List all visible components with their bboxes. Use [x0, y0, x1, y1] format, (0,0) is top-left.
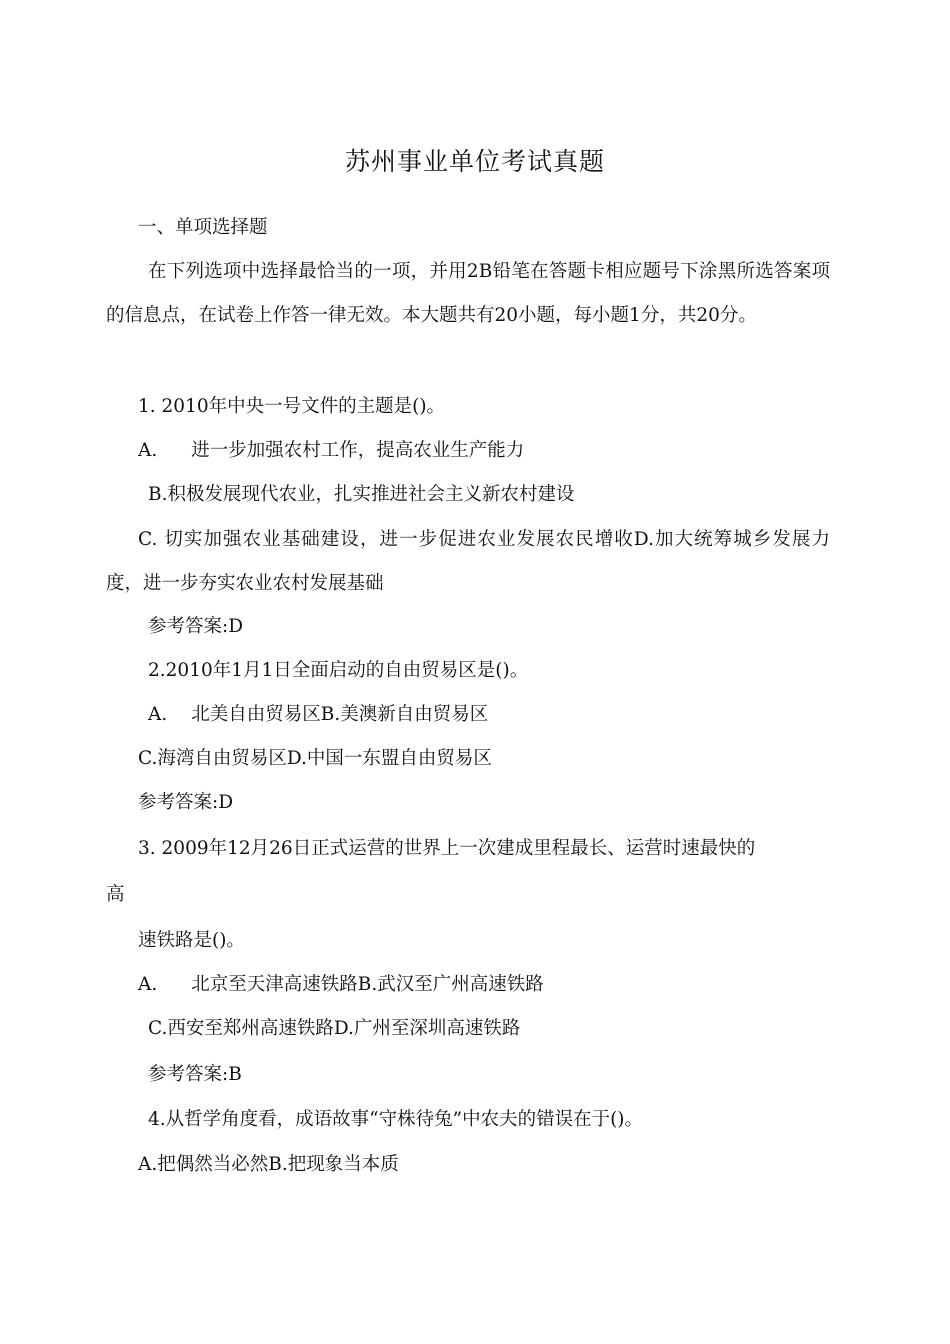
question-3-stem-line-2: 高	[106, 884, 125, 905]
question-3-stem-line-1: 3. 2009年12月26日正式运营的世界上一次建成里程最长、运营时速最快的	[138, 838, 756, 859]
question-2-option-ab	[148, 700, 488, 730]
question-1-option-cd: C. 切实加强农业基础建设，进一步促进农业发展农民增收D.加大统筹城乡发展力度，进一步夯实农业农村发展基础	[106, 529, 830, 594]
question-1-option-b: B.积极发展现代农业，扎实推进社会主义新农村建设	[148, 484, 575, 505]
question-2-option-cd: C.海湾自由贸易区D.中国一东盟自由贸易区	[138, 748, 492, 769]
option-label: A.	[138, 440, 158, 461]
question-4-stem: 4.从哲学角度看，成语故事“守株待兔”中农夫的错误在于()。	[148, 1109, 644, 1130]
page-title: 苏州事业单位考试真题	[344, 147, 605, 176]
question-4-option-ab: A.把偶然当必然B.把现象当本质	[138, 1154, 399, 1175]
option-label: A.	[148, 704, 168, 725]
option-text: 北京至天津高速铁路B.武汉至广州高速铁路	[191, 974, 544, 995]
question-1-answer: 参考答案:D	[148, 616, 244, 637]
question-2-stem: 2.2010年1月1日全面启动的自由贸易区是()。	[148, 660, 529, 681]
question-1-option-a	[138, 436, 524, 466]
question-3-option-ab	[138, 970, 544, 1000]
question-2-answer: 参考答案:D	[138, 792, 234, 813]
question-3-option-cd: C.西安至郑州高速铁路D.广州至深圳高速铁路	[148, 1018, 521, 1039]
option-label: A.	[138, 974, 158, 995]
question-3-stem-line-3: 速铁路是()。	[138, 930, 245, 951]
instructions-paragraph: 在下列选项中选择最恰当的一项，并用2B铅笔在答题卡相应题号下涂黑所选答案项的信息点，在试卷上作答一律无效。本大题共有20小题，每小题1分，共20分。	[106, 261, 830, 326]
section-heading: 一、单项选择题	[138, 217, 268, 238]
question-3-answer: 参考答案:B	[148, 1064, 242, 1085]
option-text: 北美自由贸易区B.美澳新自由贸易区	[191, 704, 489, 725]
question-1-stem: 1. 2010年中央一号文件的主题是()。	[138, 396, 446, 417]
option-text: 进一步加强农村工作，提高农业生产能力	[191, 440, 525, 461]
